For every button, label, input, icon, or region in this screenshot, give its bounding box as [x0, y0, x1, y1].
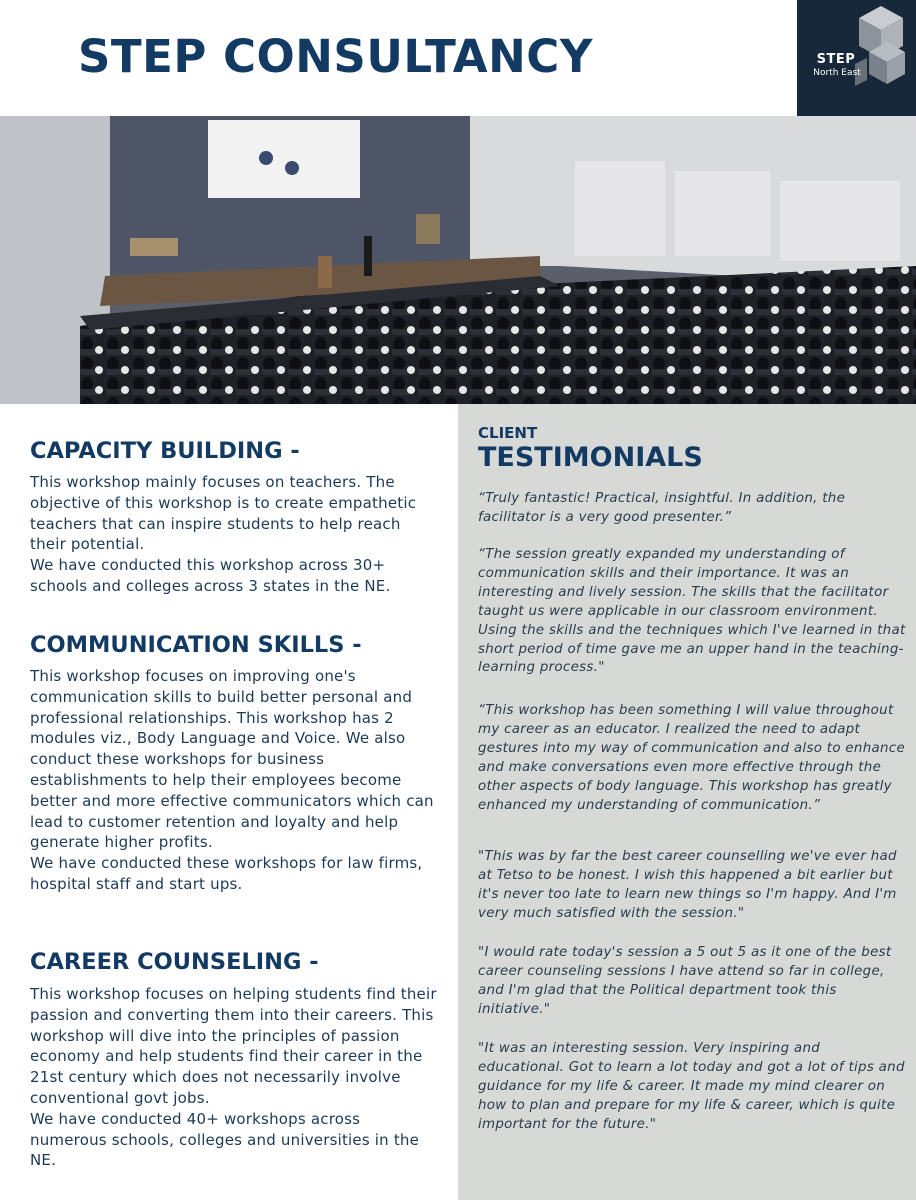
logo-subtitle: North East: [813, 68, 861, 78]
paragraph: This workshop focuses on helping students find their passion and converting them into their careers. This workshop will dive into the principles of passion economy and help students find their career in the 21st century which does not necessarily involve conventional govt jobs.: [30, 985, 437, 1107]
client-label: CLIENT: [478, 424, 538, 442]
logo-wordmark: STEP: [816, 52, 856, 67]
testimonial-quote: “Truly fantastic! Practical, insightful. In addition, the facilitator is a very good presenter.”: [478, 491, 846, 525]
communication-skills-heading: COMMUNICATION SKILLS -: [30, 632, 362, 658]
testimonial-quote: "This was by far the best career counselling we've ever had at Tetso to be honest. I wish this happened a bit earlier but it's never too late to learn new things so I'm happy. And I'm very much satisfied with the session.": [478, 849, 897, 921]
page-header: [0, 0, 916, 116]
paragraph: We have conducted 40+ workshops across numerous schools, colleges and universities in the NE.: [30, 1109, 420, 1170]
page-title: STEP CONSULTANCY: [78, 30, 593, 83]
paragraph: This workshop focuses on improving one's communication skills to build better personal and professional relationships. This workshop has 2 modules viz., Body Language and Voice. We also conduct these workshops for business establishments to help their employees become better and more effective communicators which can lead to customer retention and loyalty and help generate higher profits.: [30, 667, 434, 852]
testimonial-quote: “This workshop has been something I will value throughout my career as an educator. I realized the need to adapt gestures into my way of communication and also to enhance and make conversations even more effective through the other aspects of body language. This workshop has greatly enhanced my understanding of communication.”: [478, 703, 905, 813]
career-counseling-heading: CAREER COUNSELING -: [30, 949, 319, 975]
communication-skills-text: [30, 666, 440, 895]
testimonial-quote: “The session greatly expanded my understanding of communication skills and their importance. It was an interesting and lively session. The skills that the facilitator taught us were applicable in our classroom environment. Using the skills and the techniques which I've learned in that short period of time gave me an upper hand in the teaching-learning process.": [478, 547, 906, 676]
paragraph: This workshop mainly focuses on teachers. The objective of this workshop is to create empathetic teachers that can inspire students to help reach their potential.: [30, 473, 417, 554]
paragraph: We have conducted this workshop across 30+ schools and colleges across 3 states in the NE.: [30, 556, 391, 595]
paragraph: We have conducted these workshops for law firms, hospital staff and start ups.: [30, 854, 423, 893]
step-logo: [797, 0, 916, 116]
auditorium-photo: [0, 116, 916, 404]
workshops-column: [0, 404, 458, 1200]
capacity-building-text: [30, 472, 440, 597]
capacity-building-heading: CAPACITY BUILDING -: [30, 438, 300, 464]
testimonial-quote: "I would rate today's session a 5 out 5 as it one of the best career counseling sessions I have attend so far in college, and I'm glad that the Political department took this initiative.": [478, 945, 892, 1017]
testimonial-quote: "It was an interesting session. Very inspiring and educational. Got to learn a lot today and got a lot of tips and guidance for my life & career. It made my mind clearer on how to plan and prepare for my life & career, which is quite important for the future.": [478, 1041, 905, 1132]
testimonials-panel: [458, 404, 916, 1200]
career-counseling-text: [30, 984, 440, 1171]
testimonials-heading: TESTIMONIALS: [478, 442, 703, 473]
